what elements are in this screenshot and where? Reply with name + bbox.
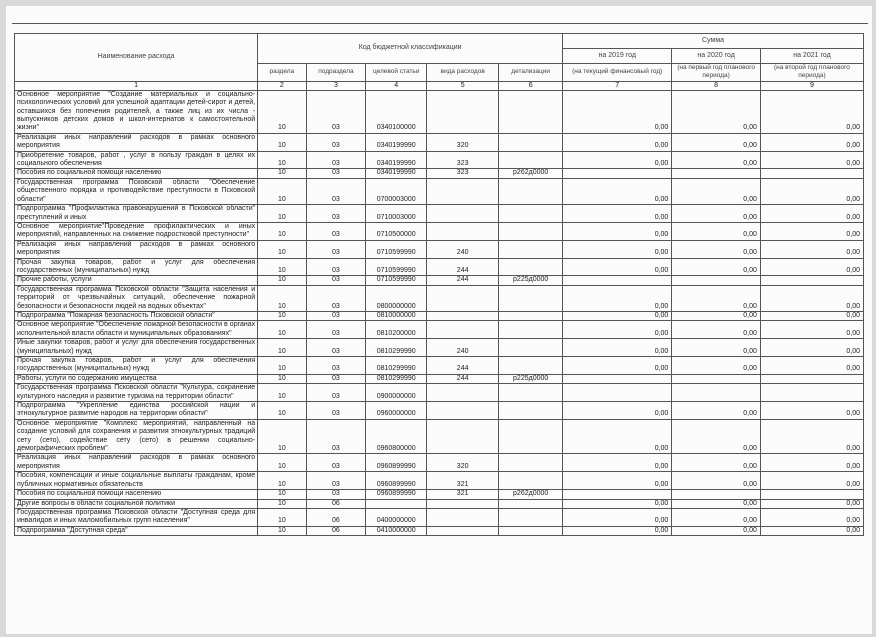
row-cel-statya: 0710599990 [366, 276, 427, 285]
header-name: Наименование расхода [15, 34, 258, 82]
row-sum-2021: 0,00 [760, 508, 863, 526]
row-sum-2021: 0,00 [760, 240, 863, 258]
table-row [15, 205, 864, 223]
table-row [15, 285, 864, 311]
row-cel-statya: 0960000000 [366, 402, 427, 420]
header-year-2020: на 2020 год [672, 49, 761, 64]
col-number: 6 [499, 81, 563, 90]
header-cel-statya: целевой статьи [366, 64, 427, 82]
table-row [15, 472, 864, 490]
row-detal [499, 339, 563, 357]
row-cel-statya: 0900000000 [366, 384, 427, 402]
row-vid: 320 [427, 454, 499, 472]
row-cel-statya: 0810200000 [366, 321, 427, 339]
row-sum-2020: 0,00 [672, 258, 761, 276]
row-razdel: 10 [258, 285, 306, 311]
table-row [15, 357, 864, 375]
row-vid [427, 205, 499, 223]
row-sum-2020 [672, 276, 761, 285]
table-row [15, 339, 864, 357]
row-name: Прочие работы, услуги [15, 276, 258, 285]
row-sum-2021: 0,00 [760, 339, 863, 357]
row-sum-2020 [672, 374, 761, 383]
row-razdel: 10 [258, 133, 306, 151]
row-vid [427, 321, 499, 339]
row-sum-2019: 0,00 [563, 240, 672, 258]
row-sum-2020: 0,00 [672, 205, 761, 223]
row-sum-2020: 0,00 [672, 508, 761, 526]
row-name: Реализация иных направлений расходов в рамках основного мероприятия [15, 454, 258, 472]
row-razdel: 10 [258, 321, 306, 339]
col-number: 2 [258, 81, 306, 90]
row-cel-statya: 0340199990 [366, 151, 427, 169]
row-sum-2020 [672, 384, 761, 402]
row-sum-2020: 0,00 [672, 454, 761, 472]
table-row [15, 133, 864, 151]
row-cel-statya: 0960899990 [366, 454, 427, 472]
row-vid [427, 178, 499, 204]
row-sum-2021: 0,00 [760, 526, 863, 535]
row-sum-2020: 0,00 [672, 133, 761, 151]
row-cel-statya: 0400000000 [366, 508, 427, 526]
row-name: Основное мероприятие "Создание материальных и социально-психологических условий для успешной адаптации детей-сирот и детей, оставшихся без попечения родителей, а также лиц из их числа - выпускников детских домов и школ-интернатов к самостоятельной жизни" [15, 90, 258, 133]
row-detal [499, 285, 563, 311]
row-razdel: 10 [258, 240, 306, 258]
row-name: Подпрограмма "Доступная среда" [15, 526, 258, 535]
row-vid: 244 [427, 276, 499, 285]
row-sum-2019: 0,00 [563, 499, 672, 508]
row-razdel: 10 [258, 151, 306, 169]
row-sum-2021: 0,00 [760, 499, 863, 508]
row-sum-2019: 0,00 [563, 133, 672, 151]
row-sum-2020: 0,00 [672, 90, 761, 133]
row-sum-2019 [563, 374, 672, 383]
row-podrazdel: 06 [306, 526, 366, 535]
header-2019-sub: (на текущий финансовый год) [563, 64, 672, 82]
col-number: 5 [427, 81, 499, 90]
row-detal [499, 240, 563, 258]
row-cel-statya: 0710003000 [366, 205, 427, 223]
row-cel-statya: 0960899990 [366, 490, 427, 499]
row-sum-2020: 0,00 [672, 151, 761, 169]
row-podrazdel: 03 [306, 402, 366, 420]
row-detal [499, 454, 563, 472]
table-row [15, 169, 864, 178]
row-sum-2019: 0,00 [563, 508, 672, 526]
row-vid [427, 508, 499, 526]
row-razdel: 10 [258, 374, 306, 383]
row-detal [499, 384, 563, 402]
header-code-group: Код бюджетной классификации [258, 34, 563, 64]
table-row [15, 240, 864, 258]
row-cel-statya: 0960899990 [366, 472, 427, 490]
row-razdel: 10 [258, 499, 306, 508]
row-name: Реализация иных направлений расходов в рамках основного мероприятия [15, 133, 258, 151]
row-detal [499, 402, 563, 420]
row-cel-statya: 0800000000 [366, 285, 427, 311]
row-sum-2021: 0,00 [760, 419, 863, 454]
row-razdel: 10 [258, 526, 306, 535]
row-vid [427, 384, 499, 402]
header-2020-sub: (на первый год планового периода) [672, 64, 761, 82]
row-vid: 244 [427, 374, 499, 383]
row-podrazdel: 03 [306, 205, 366, 223]
row-sum-2021: 0,00 [760, 311, 863, 320]
row-podrazdel: 03 [306, 454, 366, 472]
col-number: 8 [672, 81, 761, 90]
row-sum-2019: 0,00 [563, 472, 672, 490]
row-sum-2021 [760, 276, 863, 285]
header-razdel: раздела [258, 64, 306, 82]
row-sum-2020: 0,00 [672, 526, 761, 535]
row-sum-2020: 0,00 [672, 222, 761, 240]
row-podrazdel: 03 [306, 169, 366, 178]
row-podrazdel: 03 [306, 151, 366, 169]
row-name: Иные закупки товаров, работ и услуг для обеспечения государственных (муниципальных) нужд [15, 339, 258, 357]
row-vid [427, 402, 499, 420]
row-sum-2020: 0,00 [672, 472, 761, 490]
row-name: Пособия по социальной помощи населению [15, 490, 258, 499]
row-detal [499, 508, 563, 526]
row-sum-2020: 0,00 [672, 178, 761, 204]
row-vid [427, 90, 499, 133]
row-vid [427, 526, 499, 535]
row-podrazdel: 03 [306, 90, 366, 133]
row-razdel: 10 [258, 90, 306, 133]
row-podrazdel: 03 [306, 419, 366, 454]
table-row [15, 490, 864, 499]
row-name: Подпрограмма "Профилактика правонарушений в Псковской области" преступлений и иных [15, 205, 258, 223]
row-sum-2020: 0,00 [672, 311, 761, 320]
row-sum-2019: 0,00 [563, 454, 672, 472]
header-detal: детализации [499, 64, 563, 82]
document-page [6, 6, 872, 634]
header-year-2019: на 2019 год [563, 49, 672, 64]
row-name: Подпрограмма "Укрепление единства российской нации и этнокультурное развитие народов на территории области" [15, 402, 258, 420]
col-number: 9 [760, 81, 863, 90]
row-sum-2020: 0,00 [672, 285, 761, 311]
row-detal: p225д0000 [499, 276, 563, 285]
row-sum-2019: 0,00 [563, 205, 672, 223]
row-vid [427, 499, 499, 508]
row-cel-statya [366, 499, 427, 508]
row-name: Государственная программа Псковской области "Защита населения и территорий от чрезвычайных ситуаций, обеспечение пожарной безопасности и безопасности людей на водных объектах" [15, 285, 258, 311]
row-razdel: 10 [258, 357, 306, 375]
col-number: 4 [366, 81, 427, 90]
table-row [15, 499, 864, 508]
row-detal [499, 258, 563, 276]
header-podrazdel: подраздела [306, 64, 366, 82]
row-detal [499, 311, 563, 320]
row-cel-statya: 0710500000 [366, 222, 427, 240]
row-sum-2021: 0,00 [760, 258, 863, 276]
row-cel-statya: 0810299990 [366, 339, 427, 357]
table-row [15, 321, 864, 339]
row-name: Государственная программа Псковской области "Обеспечение общественного порядка и противодействие преступности в Псковской области" [15, 178, 258, 204]
row-detal [499, 151, 563, 169]
row-sum-2021: 0,00 [760, 402, 863, 420]
row-sum-2019: 0,00 [563, 178, 672, 204]
row-detal [499, 90, 563, 133]
row-sum-2020: 0,00 [672, 419, 761, 454]
row-name: Государственная программа Псковской области "Доступная среда для инвалидов и иных маломобильных групп населения" [15, 508, 258, 526]
row-sum-2021: 0,00 [760, 321, 863, 339]
row-cel-statya: 0810299990 [366, 374, 427, 383]
row-detal [499, 357, 563, 375]
header-sum-group: Сумма [563, 34, 864, 49]
row-sum-2021: 0,00 [760, 90, 863, 133]
row-razdel: 10 [258, 258, 306, 276]
row-sum-2019: 0,00 [563, 402, 672, 420]
row-sum-2020: 0,00 [672, 357, 761, 375]
row-razdel: 10 [258, 454, 306, 472]
row-sum-2021: 0,00 [760, 178, 863, 204]
row-sum-2020 [672, 169, 761, 178]
table-row [15, 311, 864, 320]
row-podrazdel: 03 [306, 222, 366, 240]
row-razdel: 10 [258, 472, 306, 490]
table-row [15, 419, 864, 454]
row-name: Пособия, компенсации и иные социальные выплаты гражданам, кроме публичных нормативных обязательств [15, 472, 258, 490]
row-cel-statya: 0810299990 [366, 357, 427, 375]
row-cel-statya: 0340199990 [366, 133, 427, 151]
budget-table [14, 33, 864, 536]
row-detal [499, 472, 563, 490]
row-vid [427, 419, 499, 454]
row-name: Другие вопросы в области социальной политики [15, 499, 258, 508]
row-sum-2021 [760, 374, 863, 383]
row-razdel: 10 [258, 205, 306, 223]
col-number: 3 [306, 81, 366, 90]
row-name: Реализация иных направлений расходов в рамках основного мероприятия [15, 240, 258, 258]
row-podrazdel: 03 [306, 311, 366, 320]
row-podrazdel: 03 [306, 357, 366, 375]
row-vid: 323 [427, 151, 499, 169]
row-razdel: 10 [258, 419, 306, 454]
table-row [15, 526, 864, 535]
row-vid: 321 [427, 472, 499, 490]
row-cel-statya: 0710599990 [366, 240, 427, 258]
row-name: Основное мероприятие "Комплекс мероприятий, направленный на создание условий для сохранения и развития этнокультурных традиций сету (сето), содействие сету (сето) в решении социально-демографических проблем" [15, 419, 258, 454]
row-sum-2021 [760, 169, 863, 178]
row-detal [499, 419, 563, 454]
row-sum-2019: 0,00 [563, 258, 672, 276]
table-row [15, 151, 864, 169]
row-cel-statya: 0340100000 [366, 90, 427, 133]
row-vid: 323 [427, 169, 499, 178]
row-cel-statya: 0340199990 [366, 169, 427, 178]
row-cel-statya: 0700003000 [366, 178, 427, 204]
row-podrazdel: 03 [306, 339, 366, 357]
header-vid: вида расходов [427, 64, 499, 82]
row-sum-2021: 0,00 [760, 151, 863, 169]
table-row [15, 374, 864, 383]
row-razdel: 10 [258, 222, 306, 240]
row-vid [427, 222, 499, 240]
table-row [15, 508, 864, 526]
row-podrazdel: 03 [306, 472, 366, 490]
row-sum-2020: 0,00 [672, 321, 761, 339]
row-sum-2021: 0,00 [760, 357, 863, 375]
row-vid: 244 [427, 357, 499, 375]
table-row [15, 178, 864, 204]
row-vid: 240 [427, 339, 499, 357]
row-vid [427, 285, 499, 311]
row-detal [499, 178, 563, 204]
row-detal: p262д0000 [499, 169, 563, 178]
row-detal [499, 499, 563, 508]
table-row [15, 454, 864, 472]
row-sum-2021: 0,00 [760, 205, 863, 223]
row-sum-2020: 0,00 [672, 339, 761, 357]
row-name: Прочая закупка товаров, работ и услуг для обеспечения государственных (муниципальных) нужд [15, 357, 258, 375]
row-detal [499, 133, 563, 151]
row-name: Основное мероприятие"Проведение профилактических и иных мероприятий, направленных на снижение подростковой преступности" [15, 222, 258, 240]
row-detal [499, 526, 563, 535]
row-podrazdel: 03 [306, 285, 366, 311]
row-podrazdel: 06 [306, 499, 366, 508]
top-rule [12, 23, 868, 24]
row-sum-2019: 0,00 [563, 90, 672, 133]
col-number: 7 [563, 81, 672, 90]
row-sum-2019: 0,00 [563, 357, 672, 375]
table-row [15, 222, 864, 240]
table-row [15, 402, 864, 420]
row-podrazdel: 03 [306, 321, 366, 339]
row-vid: 240 [427, 240, 499, 258]
row-name: Основное мероприятие "Обеспечение пожарной безопасности в органах исполнительной власти области и муниципальных образованиях" [15, 321, 258, 339]
row-sum-2019: 0,00 [563, 526, 672, 535]
row-podrazdel: 03 [306, 133, 366, 151]
row-sum-2021: 0,00 [760, 472, 863, 490]
row-sum-2021 [760, 384, 863, 402]
header-year-2021: на 2021 год [760, 49, 863, 64]
row-vid: 321 [427, 490, 499, 499]
row-podrazdel: 03 [306, 178, 366, 204]
row-sum-2021 [760, 490, 863, 499]
row-vid: 320 [427, 133, 499, 151]
row-name: Прочая закупка товаров, работ и услуг для обеспечения государственных (муниципальных) нужд [15, 258, 258, 276]
row-vid: 244 [427, 258, 499, 276]
row-razdel: 10 [258, 490, 306, 499]
row-cel-statya: 0410000000 [366, 526, 427, 535]
row-sum-2019 [563, 169, 672, 178]
row-name: Пособия по социальной помощи населению [15, 169, 258, 178]
row-sum-2020: 0,00 [672, 499, 761, 508]
row-sum-2019: 0,00 [563, 151, 672, 169]
row-razdel: 10 [258, 384, 306, 402]
row-sum-2020: 0,00 [672, 240, 761, 258]
row-sum-2019: 0,00 [563, 285, 672, 311]
row-razdel: 10 [258, 508, 306, 526]
row-sum-2020: 0,00 [672, 402, 761, 420]
row-razdel: 10 [258, 339, 306, 357]
row-detal [499, 321, 563, 339]
row-sum-2019: 0,00 [563, 311, 672, 320]
row-detal: p262д0000 [499, 490, 563, 499]
row-sum-2020 [672, 490, 761, 499]
row-razdel: 10 [258, 169, 306, 178]
row-cel-statya: 0810000000 [366, 311, 427, 320]
row-razdel: 10 [258, 402, 306, 420]
row-podrazdel: 03 [306, 258, 366, 276]
row-vid [427, 311, 499, 320]
table-row [15, 258, 864, 276]
row-name: Работы, услуги по содержанию имущества [15, 374, 258, 383]
row-name: Приобретение товаров, работ , услуг в пользу граждан в целях их социального обеспечения [15, 151, 258, 169]
header-2021-sub: (на второй год планового периода) [760, 64, 863, 82]
row-sum-2019: 0,00 [563, 339, 672, 357]
row-name: Государственная программа Псковской области "Культура, сохранение культурного наследия и развитие туризма на территории области" [15, 384, 258, 402]
table-row [15, 384, 864, 402]
row-detal [499, 205, 563, 223]
row-name: Подпрограмма "Пожарная безопасность Псковской области" [15, 311, 258, 320]
row-podrazdel: 03 [306, 276, 366, 285]
row-sum-2019 [563, 384, 672, 402]
row-detal [499, 222, 563, 240]
row-razdel: 10 [258, 276, 306, 285]
row-sum-2019: 0,00 [563, 321, 672, 339]
row-sum-2021: 0,00 [760, 222, 863, 240]
row-sum-2021: 0,00 [760, 285, 863, 311]
row-podrazdel: 06 [306, 508, 366, 526]
table-row [15, 276, 864, 285]
row-podrazdel: 03 [306, 240, 366, 258]
col-number: 1 [15, 81, 258, 90]
row-sum-2019 [563, 490, 672, 499]
row-detal: p225д0000 [499, 374, 563, 383]
row-sum-2019: 0,00 [563, 419, 672, 454]
row-cel-statya: 0960800000 [366, 419, 427, 454]
row-sum-2021: 0,00 [760, 133, 863, 151]
row-sum-2021: 0,00 [760, 454, 863, 472]
row-cel-statya: 0710599990 [366, 258, 427, 276]
row-sum-2019 [563, 276, 672, 285]
row-razdel: 10 [258, 311, 306, 320]
row-podrazdel: 03 [306, 490, 366, 499]
row-podrazdel: 03 [306, 384, 366, 402]
row-sum-2019: 0,00 [563, 222, 672, 240]
row-podrazdel: 03 [306, 374, 366, 383]
table-row [15, 90, 864, 133]
row-razdel: 10 [258, 178, 306, 204]
